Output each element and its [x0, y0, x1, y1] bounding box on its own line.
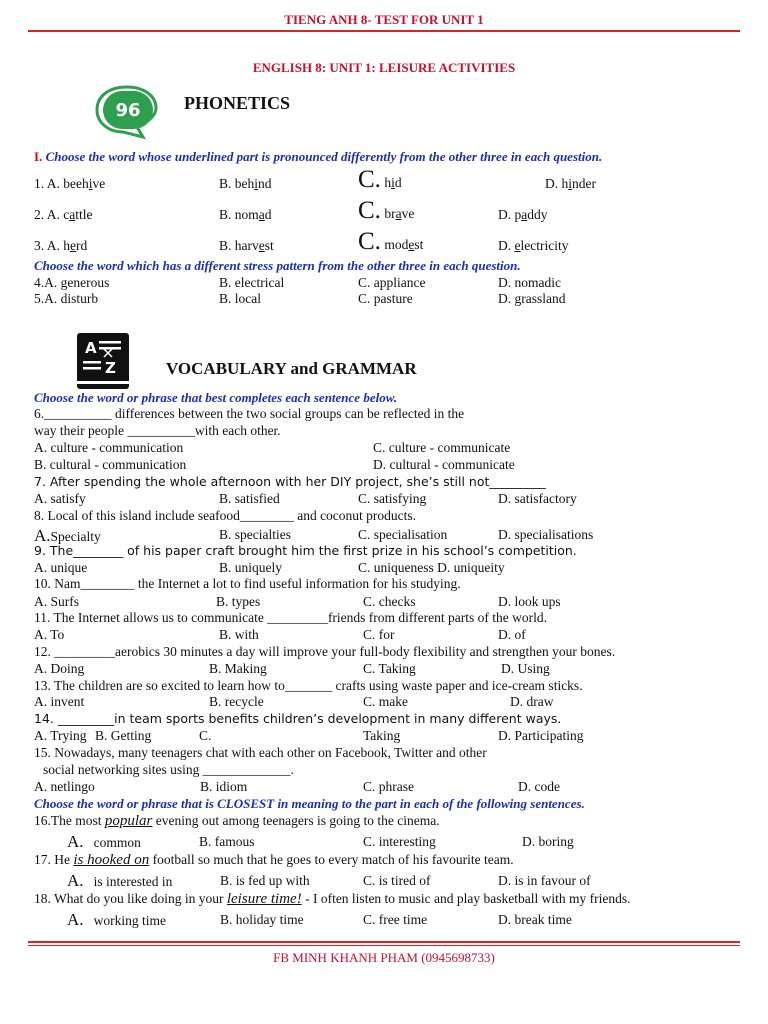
q18-option-c: C. free time — [363, 912, 428, 927]
q18-option-d: D. break time — [498, 912, 572, 927]
q14-option-a: A. Trying — [34, 728, 87, 743]
q2-option-a: 2. A. cattle — [34, 207, 93, 222]
q14-option-d: D. Participating — [498, 728, 584, 743]
q7-text: 7. After spending the whole afternoon with her DIY project, she’s still not_________ — [34, 474, 546, 489]
q18-option-a: A. working time — [67, 910, 167, 929]
q16-option-d: D. boring — [522, 834, 574, 849]
q10-option-a: A. Surfs — [34, 594, 80, 609]
q8-option-b: B. specialties — [219, 527, 291, 542]
q5-option-a: 5.A. disturb — [34, 291, 99, 306]
q8-option-a: A.Specialty — [34, 526, 101, 545]
q15-option-d: D. code — [518, 779, 560, 794]
q12-option-c: C. Taking — [363, 661, 416, 676]
q2-option-c: C. brave — [358, 197, 415, 224]
q17-text: 17. He is hooked on football so much that he goes to every match of his favourite team. — [34, 852, 514, 868]
q8-option-c: C. specialisation — [358, 527, 448, 542]
q11-option-b: B. with — [219, 627, 259, 642]
q14-option-c-letter: C. — [199, 728, 212, 743]
q7-option-b: B. satisfied — [219, 491, 280, 506]
q6-option-a: A. culture - communication — [34, 440, 184, 455]
q9-option-b: B. uniquely — [219, 560, 282, 575]
q12-option-b: B. Making — [209, 661, 267, 676]
vocab-instruction: Choose the word or phrase that best completes each sentence below. — [34, 390, 398, 405]
svg-text:A: A — [85, 339, 97, 357]
q16-option-a: A. common — [67, 832, 141, 851]
q7-option-c: C. satisfying — [358, 491, 427, 506]
q11-option-a: A. To — [34, 627, 65, 642]
q1-option-c: C. hid — [358, 166, 402, 193]
q18-text: 18. What do you like doing in your leisure time! - I often listen to music and play basketball with my friends. — [34, 891, 631, 907]
q18-option-b: B. holiday time — [220, 912, 304, 927]
q12-option-a: A. Doing — [34, 661, 85, 676]
q15-line1: 15. Nowadays, many teenagers chat with each other on Facebook, Twitter and other — [34, 745, 487, 760]
q16-text: 16.The most popular evening out among teenagers is going to the cinema. — [34, 813, 440, 829]
q13-option-b: B. recycle — [209, 694, 264, 709]
q3-option-d: D. electricity — [498, 238, 569, 253]
q12-option-d: D. Using — [501, 661, 550, 676]
q2-option-b: B. nomad — [219, 207, 272, 222]
q17-option-b: B. is fed up with — [220, 873, 310, 888]
document-footer: FB MINH KHANH PHAM (0945698733) — [273, 950, 495, 965]
vocabulary-heading: VOCABULARY and GRAMMAR — [166, 359, 417, 378]
q4-option-a: 4.A. generous — [34, 275, 110, 290]
q5-option-c: C. pasture — [358, 291, 413, 306]
phonetics-heading: PHONETICS — [184, 93, 291, 113]
q13-option-a: A. invent — [34, 694, 85, 709]
q6-line2: way their people __________with each other. — [34, 423, 281, 438]
q5-option-b: B. local — [219, 291, 261, 306]
q17-option-a: A. is interested in — [67, 871, 173, 890]
q1-option-b: B. behind — [219, 176, 272, 191]
q17-option-d: D. is in favour of — [498, 873, 591, 888]
footer-divider-bottom — [28, 945, 740, 946]
q16-option-c: C. interesting — [363, 834, 436, 849]
q13-option-d: D. draw — [510, 694, 554, 709]
q14-text: 14. _________in team sports benefits children’s development in many different ways. — [34, 711, 562, 726]
q12-text: 12. _________aerobics 30 minutes a day will improve your full-body flexibility and strengthen your bones. — [34, 644, 616, 659]
q3-option-b: B. harvest — [219, 238, 274, 253]
q1-option-a: 1. A. beehive — [34, 176, 106, 191]
q16-option-b: B. famous — [199, 834, 255, 849]
q15-option-c: C. phrase — [363, 779, 414, 794]
q14-option-b: B. Getting — [95, 728, 152, 743]
closest-meaning-instruction: Choose the word or phrase that is CLOSEST in meaning to the part in each of the following sentences. — [34, 796, 585, 811]
q10-text: 10. Nam________ the Internet a lot to find useful information for his studying. — [34, 576, 461, 591]
q3-option-a: 3. A. herd — [34, 238, 88, 253]
q4-option-c: C. appliance — [358, 275, 426, 290]
unit-title: ENGLISH 8: UNIT 1: LEISURE ACTIVITIES — [252, 60, 516, 75]
q11-text: 11. The Internet allows us to communicate _________friends from different parts of the world. — [34, 610, 547, 625]
svg-text:96: 96 — [115, 100, 141, 121]
q11-option-d: D. of — [498, 627, 526, 642]
q3-option-c: C. modest — [358, 228, 424, 255]
q15-option-b: B. idiom — [200, 779, 248, 794]
q9-option-cd: C. uniqueness D. uniqueity — [358, 560, 505, 575]
q2-option-d: D. paddy — [498, 207, 548, 222]
q8-text: 8. Local of this island include seafood________ and coconut products. — [34, 508, 417, 523]
q4-option-b: B. electrical — [219, 275, 285, 290]
q4-option-d: D. nomadic — [498, 275, 561, 290]
q13-option-c: C. make — [363, 694, 408, 709]
q1-option-d: D. hinder — [545, 176, 597, 191]
q10-option-b: B. types — [216, 594, 261, 609]
header-divider — [28, 30, 740, 32]
phonetics-instruction: I. Choose the word whose underlined part is pronounced differently from the other three in each question. — [34, 149, 603, 164]
q13-text: 13. The children are so excited to learn how to_______ crafts using waste paper and ice-cream sticks. — [34, 678, 583, 693]
dictionary-icon — [75, 331, 131, 396]
q17-option-c: C. is tired of — [363, 873, 431, 888]
q10-option-c: C. checks — [363, 594, 416, 609]
footer-divider-top — [28, 941, 740, 943]
q6-option-d: D. cultural - communicate — [373, 457, 515, 472]
q9-text: 9. The________ of his paper craft brought him the first prize in his school’s competition. — [34, 543, 577, 558]
document-header: TIENG ANH 8- TEST FOR UNIT 1 — [284, 12, 484, 27]
q7-option-a: A. satisfy — [34, 491, 86, 506]
q6-option-b: B. cultural - communication — [34, 457, 187, 472]
q14-option-c: Taking — [363, 728, 401, 743]
q8-option-d: D. specialisations — [498, 527, 594, 542]
q6-line1: 6.__________ differences between the two social groups can be reflected in the — [34, 406, 465, 421]
q15-option-a: A. netlingo — [34, 779, 95, 794]
q7-option-d: D. satisfactory — [498, 491, 577, 506]
stress-instruction: Choose the word which has a different stress pattern from the other three in each question. — [34, 258, 521, 273]
q6-option-c: C. culture - communicate — [373, 440, 511, 455]
q5-option-d: D. grassland — [498, 291, 566, 306]
svg-text:Z: Z — [105, 359, 116, 377]
q9-option-a: A. unique — [34, 560, 88, 575]
q10-option-d: D. look ups — [498, 594, 561, 609]
speech-bubble-icon — [93, 84, 161, 145]
q15-line2: social networking sites using _____________. — [43, 762, 294, 777]
q11-option-c: C. for — [363, 627, 395, 642]
